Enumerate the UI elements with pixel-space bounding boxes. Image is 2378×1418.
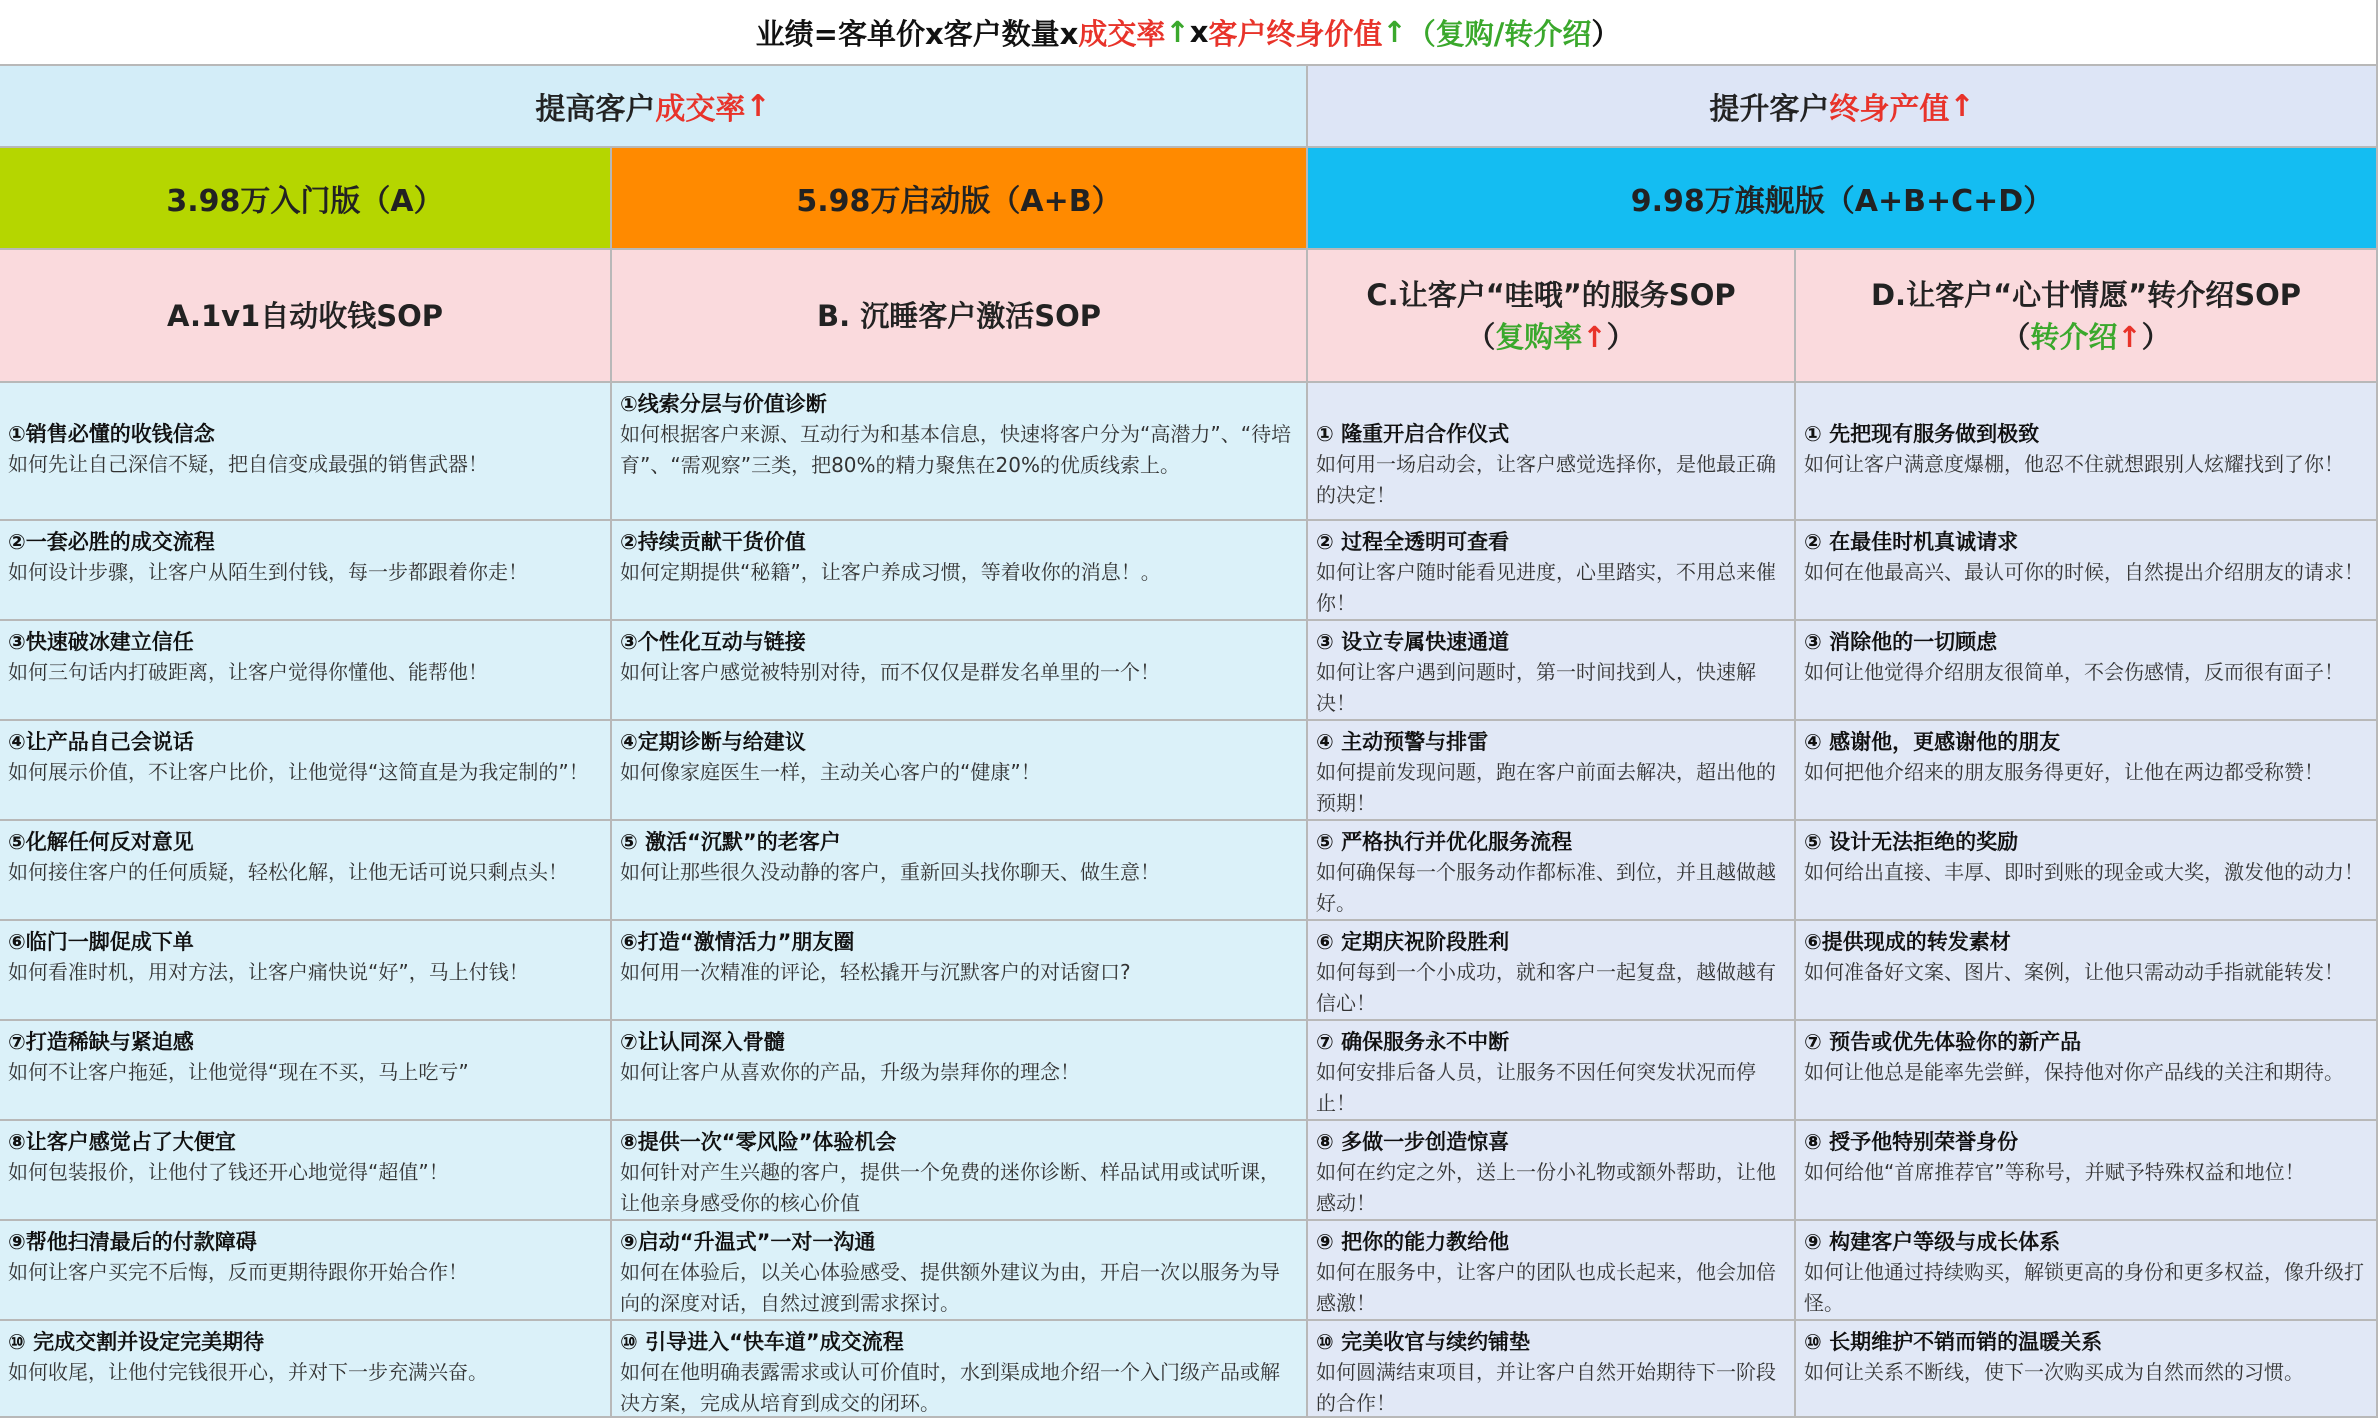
item-desc: 如何根据客户来源、互动行为和基本信息，快速将客户分为“高潜力”、“待培育”、“需观察”三类，把80%的精力聚焦在20%的优质线索上。: [620, 422, 1292, 477]
item-title: ②一套必胜的成交流程: [8, 530, 215, 554]
item-title: ⑥临门一脚促成下单: [8, 930, 194, 954]
item-title: ③ 设立专属快速通道: [1316, 630, 1510, 654]
sop-header-c-close: ）: [1606, 319, 1636, 354]
table-row: [0, 521, 2378, 621]
item-desc: 如何在体验后，以关心体验感受、提供额外建议为由，开启一次以服务为导向的深度对话，自然过渡到需求探讨。: [620, 1260, 1280, 1315]
sop-b-item: [612, 821, 1308, 921]
sop-a-item: [0, 921, 612, 1021]
item-title: ⑤化解任何反对意见: [8, 830, 194, 854]
sop-header-d-open: （: [2001, 319, 2031, 354]
sop-header-b-title: B. 沉睡客户激活SOP: [816, 298, 1101, 333]
item-desc: 如何把他介绍来的朋友服务得更好，让他在两边都受称赞！: [1804, 760, 2324, 784]
item-desc: 如何确保每一个服务动作都标准、到位，并且越做越好。: [1316, 860, 1776, 915]
sop-d-item: [1796, 1221, 2378, 1321]
table-row: [0, 821, 2378, 921]
item-title: ⑦ 预告或优先体验你的新产品: [1804, 1030, 2082, 1054]
sop-b-item: [612, 1321, 1308, 1418]
item-title: ⑧让客户感觉占了大便宜: [8, 1130, 236, 1154]
sop-c-item: [1308, 1121, 1796, 1221]
item-desc: 如何提前发现问题，跑在客户前面去解决，超出他的预期！: [1316, 760, 1776, 815]
item-title: ④ 主动预警与排雷: [1316, 730, 1489, 754]
table-row: [0, 383, 2378, 521]
item-title: ⑧ 授予他特别荣誉身份: [1804, 1130, 2019, 1154]
formula-mid: x: [1189, 15, 1209, 49]
sop-b-item: [612, 1121, 1308, 1221]
sop-d-item: [1796, 383, 2378, 521]
tier-starter: 5.98万启动版（A+B）: [612, 148, 1308, 250]
item-desc: 如何给出直接、丰厚、即时到账的现金或大奖，激发他的动力！: [1804, 860, 2364, 884]
item-desc: 如何圆满结束项目，并让客户自然开始期待下一阶段的合作！: [1316, 1360, 1776, 1415]
sop-b-item: [612, 921, 1308, 1021]
item-title: ⑩ 长期维护不销而销的温暖关系: [1804, 1330, 2103, 1354]
table-row: [0, 1021, 2378, 1121]
item-title: ①销售必懂的收钱信念: [8, 422, 215, 446]
formula-close-rate: 成交率: [1078, 16, 1166, 51]
sop-a-item: [0, 521, 612, 621]
table-row: [0, 1221, 2378, 1321]
item-title: ④定期诊断与给建议: [620, 730, 806, 754]
item-desc: 如何接住客户的任何质疑，轻松化解，让他无话可说只剩点头！: [8, 860, 568, 884]
sop-d-item: [1796, 621, 2378, 721]
item-desc: 如何让客户满意度爆棚，他忍不住就想跟别人炫耀找到了你！: [1804, 452, 2344, 476]
item-desc: 如何在他明确表露需求或认可价值时，水到渠成地介绍一个入门级产品或解决方案，完成从培育到成交的闭环。: [620, 1360, 1280, 1415]
item-desc: 如何在服务中，让客户的团队也成长起来，他会加倍感激！: [1316, 1260, 1776, 1315]
item-title: ⑨启动“升温式”一对一沟通: [620, 1230, 876, 1254]
item-title: ② 过程全透明可查看: [1316, 530, 1510, 554]
item-title: ① 先把现有服务做到极致: [1804, 422, 2040, 446]
item-desc: 如何让关系不断线，使下一次购买成为自然而然的习惯。: [1804, 1360, 2304, 1384]
sop-a-item: [0, 383, 612, 521]
item-title: ⑦打造稀缺与紧迫感: [8, 1030, 194, 1054]
goal-lifetime-value: [1308, 66, 2378, 148]
item-title: ⑥打造“激情活力”朋友圈: [620, 930, 855, 954]
sop-c-item: [1308, 1321, 1796, 1418]
sop-a-item: [0, 1221, 612, 1321]
formula-prefix: 业绩=客单价x客户数量x: [755, 16, 1079, 51]
table-row: [0, 1121, 2378, 1221]
sop-d-item: [1796, 921, 2378, 1021]
sop-c-item: [1308, 521, 1796, 621]
sop-header-d-title: D.让客户“心甘情愿”转介绍SOP: [1870, 277, 2301, 312]
sop-b-item: [612, 521, 1308, 621]
sop-c-item: [1308, 383, 1796, 521]
item-title: ⑧提供一次“零风险”体验机会: [620, 1130, 897, 1154]
item-title: ⑨帮他扫清最后的付款障碍: [8, 1230, 257, 1254]
formula-repeat-referral: 复购/转介绍: [1435, 16, 1592, 51]
sop-b-item: [612, 1021, 1308, 1121]
tier-flagship: 9.98万旗舰版（A+B+C+D）: [1308, 148, 2378, 250]
item-title: ⑩ 完成交割并设定完美期待: [8, 1330, 265, 1354]
goal-left-prefix: 提高客户: [535, 92, 656, 127]
sop-header-d: [1796, 250, 2378, 383]
sop-d-item: [1796, 721, 2378, 821]
sop-header-c-sub: [1466, 316, 1635, 358]
item-desc: 如何包装报价，让他付了钱还开心地觉得“超值”！: [8, 1160, 449, 1184]
item-desc: 如何让他总是能率先尝鲜，保持他对你产品线的关注和期待。: [1804, 1060, 2344, 1084]
item-desc: 如何让客户遇到问题时，第一时间找到人，快速解决！: [1316, 660, 1756, 715]
formula-lifetime-value: 客户终身价值: [1208, 16, 1383, 51]
item-desc: 如何每到一个小成功，就和客户一起复盘，越做越有信心！: [1316, 960, 1776, 1015]
sop-a-item: [0, 1121, 612, 1221]
up-arrow-icon: ↑: [2117, 319, 2142, 354]
sop-a-item: [0, 821, 612, 921]
item-desc: 如何设计步骤，让客户从陌生到付钱，每一步都跟着你走！: [8, 560, 528, 584]
sop-a-item: [0, 721, 612, 821]
up-arrow-icon: ↑: [1949, 88, 1975, 124]
item-title: ⑨ 把你的能力教给他: [1316, 1230, 1510, 1254]
item-desc: 如何不让客户拖延，让他觉得“现在不买，马上吃亏”: [8, 1060, 469, 1084]
item-title: ③ 消除他的一切顾虑: [1804, 630, 1998, 654]
item-title: ④让产品自己会说话: [8, 730, 194, 754]
item-title: ④ 感谢他，更感谢他的朋友: [1804, 730, 2061, 754]
item-desc: 如何让客户感觉被特别对待，而不仅仅是群发名单里的一个！: [620, 660, 1160, 684]
tiers-row: [0, 148, 2378, 250]
sop-c-item: [1308, 721, 1796, 821]
sop-c-item: [1308, 621, 1796, 721]
item-desc: 如何准备好文案、图片、案例，让他只需动动手指就能转发！: [1804, 960, 2344, 984]
item-title: ⑥ 定期庆祝阶段胜利: [1316, 930, 1510, 954]
sop-header-row: [0, 250, 2378, 383]
sop-header-d-sub: [2001, 316, 2170, 358]
formula-paren-close: ）: [1591, 16, 1621, 51]
item-title: ⑧ 多做一步创造惊喜: [1316, 1130, 1510, 1154]
performance-formula: [0, 0, 2378, 66]
sop-d-item: [1796, 1321, 2378, 1418]
sop-b-item: [612, 1221, 1308, 1321]
item-desc: 如何让客户随时能看见进度，心里踏实，不用总来催你！: [1316, 560, 1776, 615]
item-desc: 如何收尾，让他付完钱很开心，并对下一步充满兴奋。: [8, 1360, 488, 1384]
item-title: ①线索分层与价值诊断: [620, 392, 827, 416]
formula-row: [0, 0, 2378, 66]
item-desc: 如何展示价值，不让客户比价，让他觉得“这简直是为我定制的”！: [8, 760, 589, 784]
goals-row: [0, 66, 2378, 148]
item-desc: 如何定期提供“秘籍”，让客户养成习惯，等着收你的消息！。: [620, 560, 1161, 584]
sop-header-b: [612, 250, 1308, 383]
item-desc: 如何让那些很久没动静的客户，重新回头找你聊天、做生意！: [620, 860, 1160, 884]
item-desc: 如何在他最高兴、最认可你的时候，自然提出介绍朋友的请求！: [1804, 560, 2364, 584]
sop-b-item: [612, 383, 1308, 521]
sop-a-item: [0, 1321, 612, 1418]
goal-left-highlight: 成交率: [655, 92, 746, 127]
sop-header-c-sub-text: 复购率: [1495, 319, 1583, 354]
item-desc: 如何三句话内打破距离，让客户觉得你懂他、能帮他！: [8, 660, 488, 684]
item-title: ⑦让认同深入骨髓: [620, 1030, 785, 1054]
table-row: [0, 921, 2378, 1021]
sop-header-a: [0, 250, 612, 383]
item-desc: 如何让他觉得介绍朋友很简单，不会伤感情，反而很有面子！: [1804, 660, 2344, 684]
item-desc: 如何看准时机，用对方法，让客户痛快说“好”，马上付钱！: [8, 960, 529, 984]
item-desc: 如何给他“首席推荐官”等称号，并赋予特殊权益和地位！: [1804, 1160, 2305, 1184]
item-title: ③快速破冰建立信任: [8, 630, 194, 654]
sop-c-item: [1308, 1021, 1796, 1121]
sop-header-c-title: C.让客户“哇哦”的服务SOP: [1366, 277, 1736, 312]
sop-header-c: [1308, 250, 1796, 383]
sop-d-item: [1796, 1021, 2378, 1121]
table-row: [0, 1321, 2378, 1418]
item-title: ③个性化互动与链接: [620, 630, 806, 654]
item-title: ⑤ 激活“沉默”的老客户: [620, 830, 841, 854]
sop-header-a-title: A.1v1自动收钱SOP: [166, 298, 444, 333]
item-title: ⑤ 严格执行并优化服务流程: [1316, 830, 1573, 854]
tier-entry: 3.98万入门版（A）: [0, 148, 612, 250]
table-row: [0, 621, 2378, 721]
sop-c-item: [1308, 821, 1796, 921]
item-title: ⑥提供现成的转发素材: [1804, 930, 2011, 954]
item-title: ⑩ 引导进入“快车道”成交流程: [620, 1330, 904, 1354]
item-desc: 如何让客户从喜欢你的产品，升级为崇拜你的理念！: [620, 1060, 1080, 1084]
item-title: ②持续贡献干货价值: [620, 530, 806, 554]
item-desc: 如何让他通过持续购买，解锁更高的身份和更多权益，像升级打怪。: [1804, 1260, 2364, 1315]
sop-d-item: [1796, 1121, 2378, 1221]
item-title: ⑨ 构建客户等级与成长体系: [1804, 1230, 2061, 1254]
up-arrow-icon: ↑: [1582, 319, 1607, 354]
item-desc: 如何在约定之外，送上一份小礼物或额外帮助，让他感动！: [1316, 1160, 1776, 1215]
sop-d-item: [1796, 821, 2378, 921]
item-desc: 如何针对产生兴趣的客户，提供一个免费的迷你诊断、样品试用或试听课，让他亲身感受你的核心价值: [620, 1160, 1280, 1215]
item-title: ⑦ 确保服务永不中断: [1316, 1030, 1510, 1054]
formula-paren-open: （: [1406, 16, 1436, 51]
goal-close-rate: [0, 66, 1308, 148]
sop-a-item: [0, 621, 612, 721]
sop-d-item: [1796, 521, 2378, 621]
sop-header-c-open: （: [1466, 319, 1496, 354]
goal-right-prefix: 提升客户: [1709, 92, 1830, 127]
table-row: [0, 721, 2378, 821]
item-desc: 如何安排后备人员，让服务不因任何突发状况而停止！: [1316, 1060, 1756, 1115]
item-desc: 如何让客户买完不后悔，反而更期待跟你开始合作！: [8, 1260, 468, 1284]
sop-header-d-close: ）: [2141, 319, 2171, 354]
item-desc: 如何像家庭医生一样，主动关心客户的“健康”！: [620, 760, 1041, 784]
item-title: ② 在最佳时机真诚请求: [1804, 530, 2019, 554]
item-title: ⑤ 设计无法拒绝的奖励: [1804, 830, 2019, 854]
goal-right-highlight: 终身产值: [1829, 92, 1950, 127]
item-desc: 如何用一次精准的评论，轻松撬开与沉默客户的对话窗口?: [620, 960, 1131, 984]
sop-header-d-sub-text: 转介绍: [2030, 319, 2118, 354]
sop-c-item: [1308, 1221, 1796, 1321]
sop-b-item: [612, 721, 1308, 821]
sop-b-item: [612, 621, 1308, 721]
sop-a-item: [0, 1021, 612, 1121]
formula-up-arrow-icon-2: ↑: [1382, 15, 1407, 49]
sop-c-item: [1308, 921, 1796, 1021]
up-arrow-icon: ↑: [745, 88, 771, 124]
item-desc: 如何先让自己深信不疑，把自信变成最强的销售武器！: [8, 452, 488, 476]
formula-up-arrow-icon: ↑: [1165, 15, 1190, 49]
item-desc: 如何用一场启动会，让客户感觉选择你，是他最正确的决定！: [1316, 452, 1776, 507]
item-title: ⑩ 完美收官与续约铺垫: [1316, 1330, 1531, 1354]
item-title: ① 隆重开启合作仪式: [1316, 422, 1510, 446]
